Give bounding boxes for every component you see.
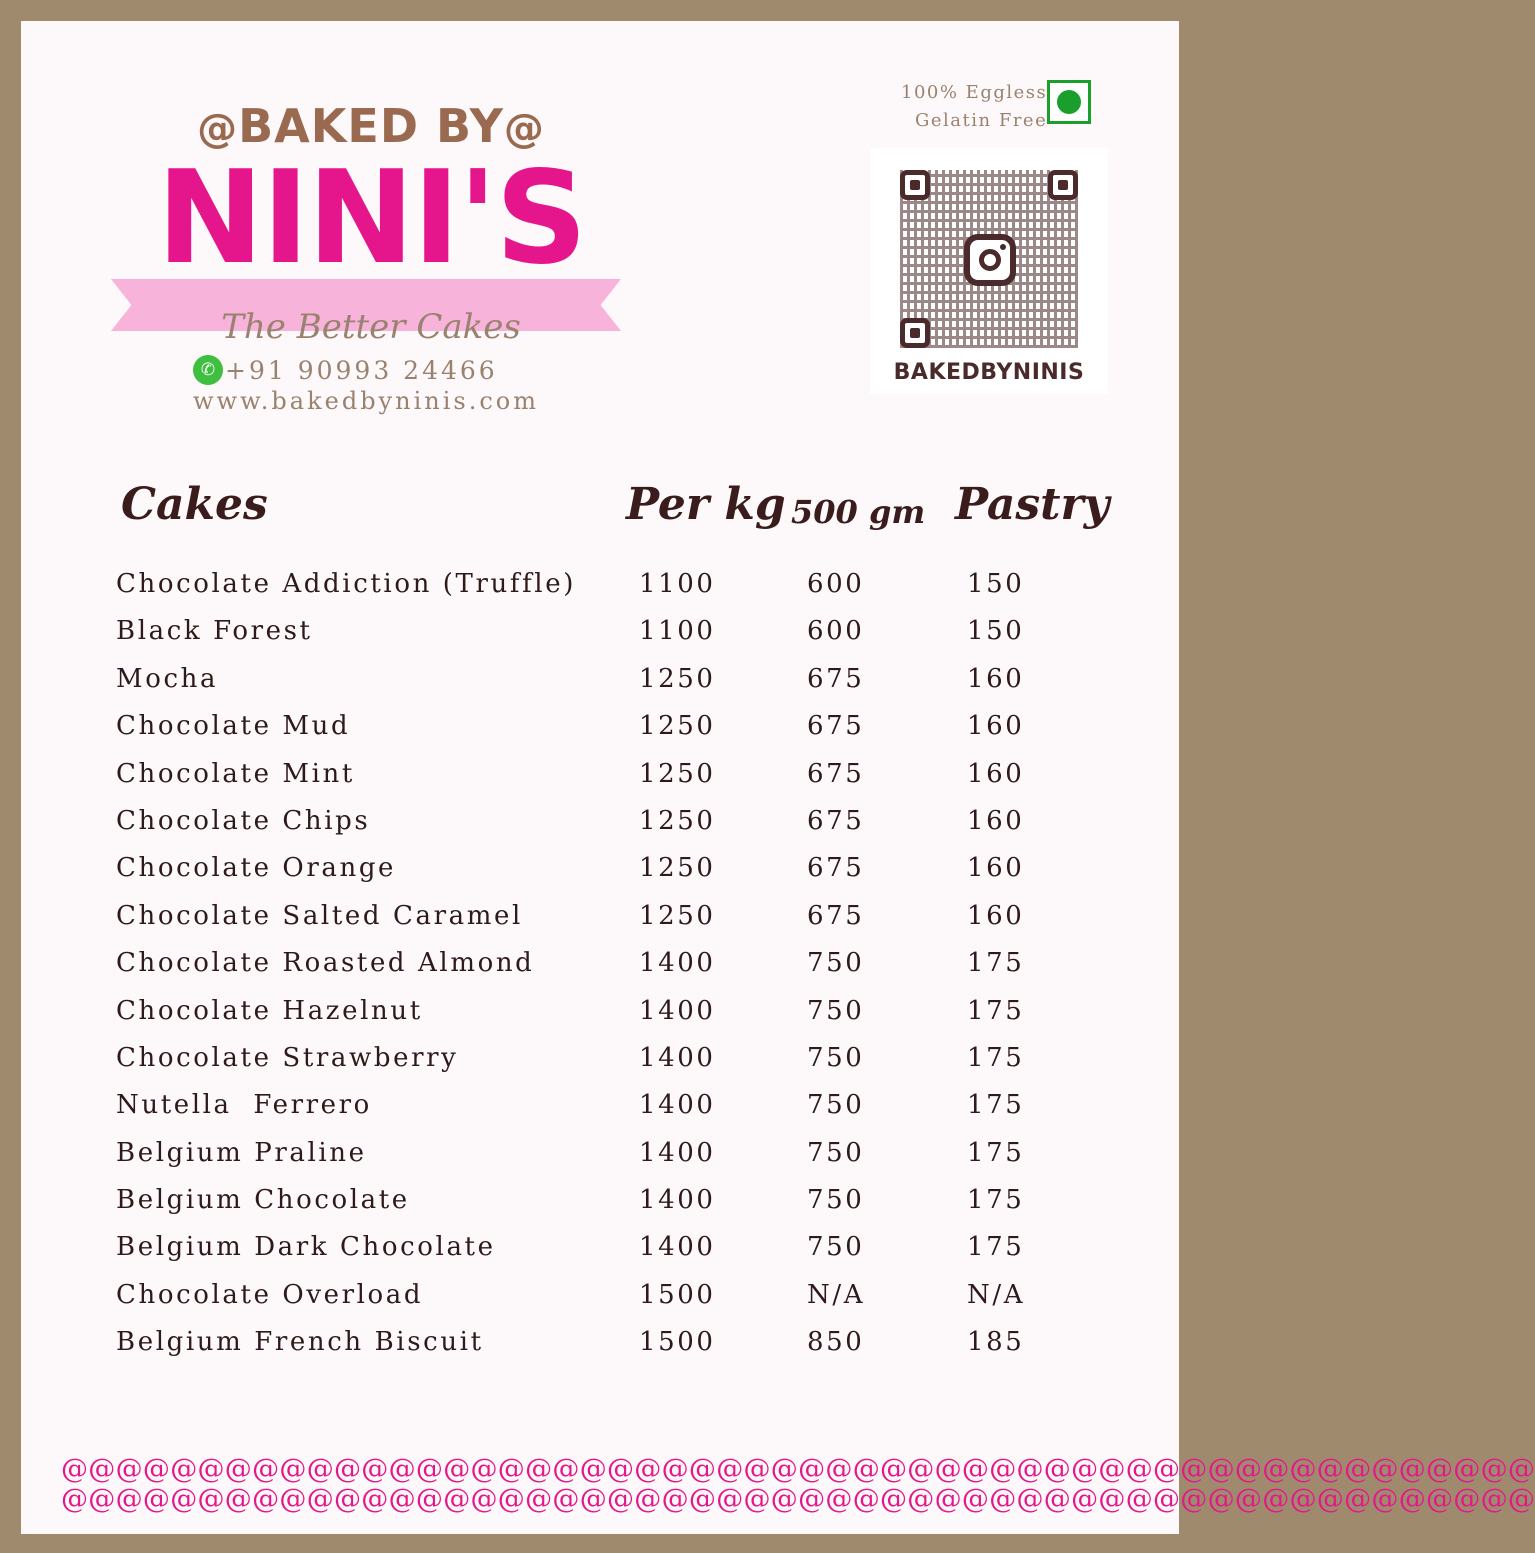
price-per-kg: 1250 bbox=[639, 711, 716, 742]
brand-top-text: BAKED BY bbox=[238, 99, 504, 153]
menu-row bbox=[21, 1138, 1179, 1185]
brand-logo bbox=[111, 99, 631, 419]
phone-number[interactable]: +91 90993 24466 bbox=[225, 355, 498, 385]
swirl-icon: @ bbox=[503, 106, 545, 152]
header-cakes: Cakes bbox=[121, 479, 268, 530]
price-pastry: 175 bbox=[967, 995, 1025, 1026]
price-500gm: 675 bbox=[807, 758, 865, 789]
price-pastry: 160 bbox=[967, 711, 1025, 742]
price-pastry: 175 bbox=[967, 1185, 1025, 1216]
instagram-qr-card[interactable] bbox=[870, 148, 1108, 394]
price-500gm: 600 bbox=[807, 616, 865, 647]
price-pastry: 160 bbox=[967, 900, 1025, 931]
menu-row bbox=[21, 1280, 1179, 1327]
item-name: Belgium Dark Chocolate bbox=[116, 1232, 496, 1263]
item-name: Chocolate Salted Caramel bbox=[116, 900, 523, 931]
qr-finder-icon bbox=[1048, 170, 1078, 200]
menu-row bbox=[21, 806, 1179, 853]
menu-list bbox=[21, 569, 1179, 1375]
qr-label: BAKEDBYNINIS bbox=[893, 360, 1085, 385]
item-name: Chocolate Overload bbox=[116, 1279, 424, 1310]
qr-finder-icon bbox=[900, 170, 930, 200]
price-500gm: 850 bbox=[807, 1327, 865, 1358]
price-per-kg: 1400 bbox=[639, 995, 716, 1026]
price-per-kg: 1400 bbox=[639, 1232, 716, 1263]
qr-finder-icon bbox=[900, 318, 930, 348]
price-pastry: 150 bbox=[967, 569, 1025, 599]
item-name: Chocolate Strawberry bbox=[116, 1042, 459, 1073]
price-500gm: 750 bbox=[807, 1185, 865, 1216]
item-name: Chocolate Orange bbox=[116, 853, 397, 884]
price-500gm: 750 bbox=[807, 995, 865, 1026]
price-500gm: 675 bbox=[807, 853, 865, 884]
price-pastry: 175 bbox=[967, 1090, 1025, 1121]
menu-row bbox=[21, 996, 1179, 1043]
price-500gm: 675 bbox=[807, 900, 865, 931]
price-500gm: 750 bbox=[807, 1042, 865, 1073]
price-500gm: 600 bbox=[807, 569, 865, 599]
price-per-kg: 1500 bbox=[639, 1327, 716, 1358]
item-name: Chocolate Mud bbox=[116, 711, 351, 742]
contact-info bbox=[193, 355, 539, 415]
swirl-border bbox=[61, 1454, 1535, 1515]
instagram-icon bbox=[964, 234, 1016, 286]
price-pastry: 150 bbox=[967, 616, 1025, 647]
swirl-border-icon: @@@@@@@@@@@@@@@@@@@@@@@@@@@@@@@@@@@@@@@@@@@@@@@@@@@@@@ bbox=[61, 1454, 1535, 1485]
price-500gm: 675 bbox=[807, 663, 865, 694]
price-pastry: 160 bbox=[967, 805, 1025, 836]
price-pastry: 185 bbox=[967, 1327, 1025, 1358]
eggless-badge bbox=[901, 79, 1047, 135]
menu-row bbox=[21, 569, 1179, 616]
item-name: Belgium Chocolate bbox=[116, 1185, 410, 1216]
price-per-kg: 1250 bbox=[639, 663, 716, 694]
item-name: Belgium French Biscuit bbox=[116, 1327, 484, 1358]
menu-header bbox=[21, 473, 1179, 553]
price-per-kg: 1400 bbox=[639, 1090, 716, 1121]
item-name: Chocolate Hazelnut bbox=[116, 995, 423, 1026]
menu-row bbox=[21, 948, 1179, 995]
price-500gm: 750 bbox=[807, 1090, 865, 1121]
badge-line-gelatin: Gelatin Free bbox=[915, 110, 1048, 131]
item-name: Chocolate Addiction (Truffle) bbox=[116, 569, 576, 599]
price-500gm: N/A bbox=[807, 1279, 866, 1310]
menu-row bbox=[21, 759, 1179, 806]
menu-row bbox=[21, 1043, 1179, 1090]
price-500gm: 675 bbox=[807, 711, 865, 742]
phone-row bbox=[193, 355, 539, 385]
price-per-kg: 1100 bbox=[639, 569, 716, 599]
header-500gm: 500 gm bbox=[791, 493, 926, 531]
price-pastry: 175 bbox=[967, 1042, 1025, 1073]
price-per-kg: 1100 bbox=[639, 616, 716, 647]
swirl-icon: @ bbox=[197, 106, 239, 152]
brand-tagline: The Better Cakes bbox=[221, 307, 521, 347]
price-500gm: 750 bbox=[807, 1137, 865, 1168]
website-link[interactable]: www.bakedbyninis.com bbox=[193, 387, 539, 415]
item-name: Belgium Praline bbox=[116, 1137, 367, 1168]
price-per-kg: 1500 bbox=[639, 1279, 716, 1310]
price-500gm: 675 bbox=[807, 805, 865, 836]
header-per-kg: Per kg bbox=[626, 479, 786, 530]
price-per-kg: 1400 bbox=[639, 1042, 716, 1073]
brand-name: NINI'S bbox=[156, 144, 586, 293]
menu-row bbox=[21, 616, 1179, 663]
price-500gm: 750 bbox=[807, 1232, 865, 1263]
price-per-kg: 1250 bbox=[639, 900, 716, 931]
price-pastry: N/A bbox=[967, 1279, 1026, 1310]
item-name: Chocolate Roasted Almond bbox=[116, 948, 535, 979]
item-name: Mocha bbox=[116, 663, 219, 694]
menu-row bbox=[21, 901, 1179, 948]
price-per-kg: 1400 bbox=[639, 1185, 716, 1216]
menu-row bbox=[21, 711, 1179, 758]
menu-row bbox=[21, 853, 1179, 900]
price-per-kg: 1400 bbox=[639, 948, 716, 979]
price-per-kg: 1250 bbox=[639, 805, 716, 836]
menu-row bbox=[21, 1232, 1179, 1279]
menu-row bbox=[21, 1185, 1179, 1232]
item-name: Chocolate Chips bbox=[116, 805, 371, 836]
item-name: Nutella Ferrero bbox=[116, 1090, 372, 1121]
item-name: Black Forest bbox=[116, 616, 313, 647]
price-pastry: 160 bbox=[967, 758, 1025, 789]
price-pastry: 160 bbox=[967, 853, 1025, 884]
price-per-kg: 1250 bbox=[639, 758, 716, 789]
menu-page bbox=[21, 21, 1535, 1534]
item-name: Chocolate Mint bbox=[116, 758, 355, 789]
price-pastry: 175 bbox=[967, 1137, 1025, 1168]
price-per-kg: 1400 bbox=[639, 1137, 716, 1168]
swirl-border-icon: @@@@@@@@@@@@@@@@@@@@@@@@@@@@@@@@@@@@@@@@@@@@@@@@@@@@@@ bbox=[61, 1484, 1535, 1515]
price-500gm: 750 bbox=[807, 948, 865, 979]
price-pastry: 175 bbox=[967, 948, 1025, 979]
badge-line-eggless: 100% Eggless bbox=[901, 82, 1048, 103]
price-pastry: 160 bbox=[967, 663, 1025, 694]
veg-symbol-icon bbox=[1047, 80, 1091, 124]
menu-row bbox=[21, 1327, 1179, 1374]
header-pastry: Pastry bbox=[955, 479, 1110, 530]
menu-row bbox=[21, 1090, 1179, 1137]
price-pastry: 175 bbox=[967, 1232, 1025, 1263]
whatsapp-icon: ✆ bbox=[193, 355, 223, 385]
price-per-kg: 1250 bbox=[639, 853, 716, 884]
menu-row bbox=[21, 664, 1179, 711]
